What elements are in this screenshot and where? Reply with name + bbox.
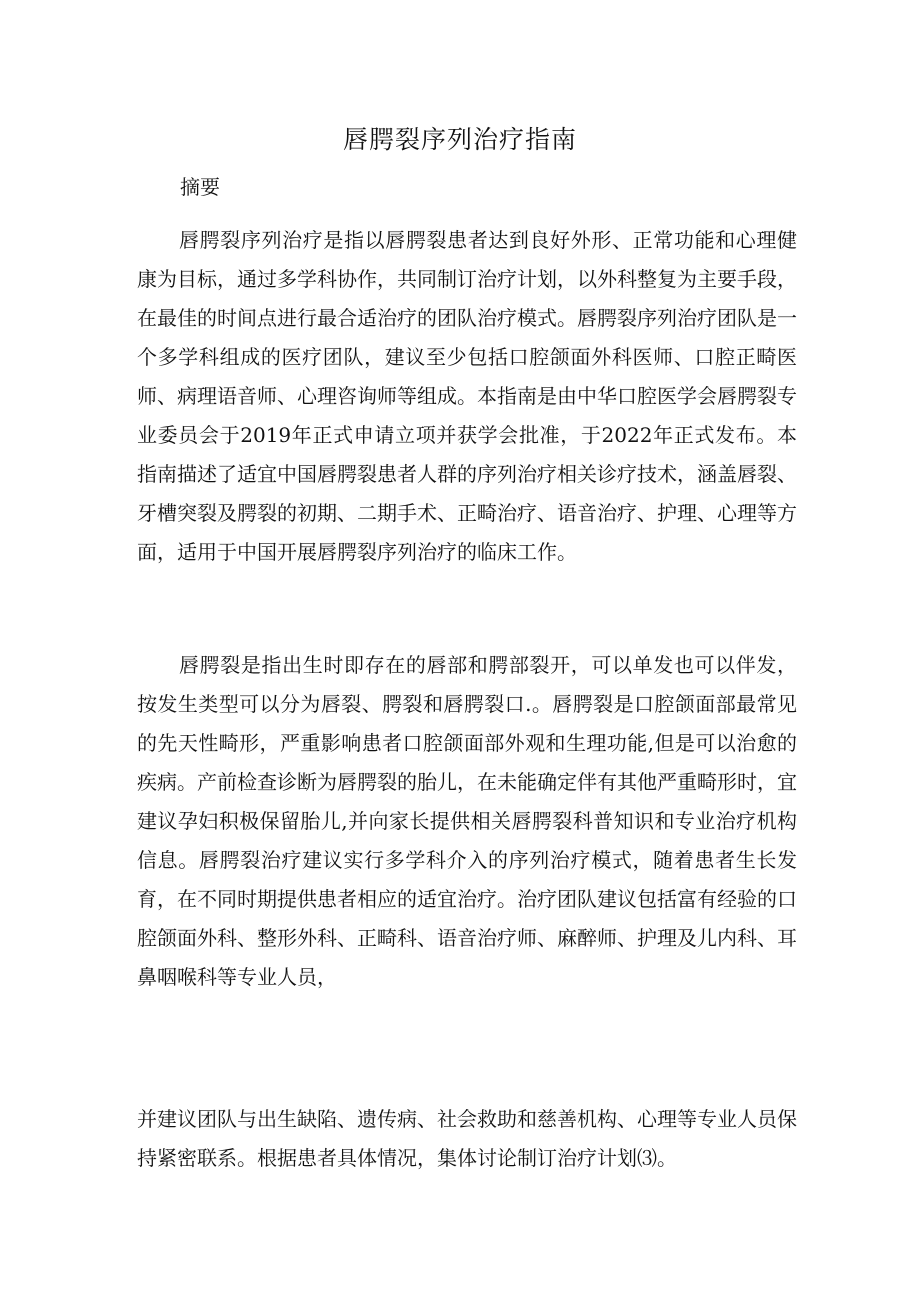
paragraph-3: 并建议团队与出生缺陷、遗传病、社会救助和慈善机构、心理等专业人员保持紧密联系。根据患者具体情况，集体讨论制订治疗计划⑶。 [137, 1107, 797, 1170]
document-title: 唇腭裂序列治疗指南 [342, 125, 577, 154]
paragraph-2: 唇腭裂是指出生时即存在的唇部和腭部裂开，可以单发也可以伴发，按发生类型可以分为唇裂、腭裂和唇腭裂口.。唇腭裂是口腔颌面部最常见的先天性畸形，严重影响患者口腔颌面部外观和生理功能,但是可以治愈的疾病。产前检查诊断为唇腭裂的胎儿，在未能确定伴有其他严重畸形时，宜建议孕妇积极保留胎儿,并向家长提供相关唇腭裂科普知识和专业治疗机构信息。唇腭裂治疗建议实行多学科介入的序列治疗模式，随着患者生长发育，在不同时期提供患者相应的适宜治疗。治疗团队建议包括富有经验的口腔颌面外科、整形外科、正畸科、语音治疗师、麻醉师、护理及儿内科、耳鼻咽喉科等专业人员， [137, 653, 797, 989]
abstract-label: 摘要 [180, 175, 220, 199]
paragraph-1: 唇腭裂序列治疗是指以唇腭裂患者达到良好外形、正常功能和心理健康为目标，通过多学科协作，共同制订治疗计划，以外科整复为主要手段，在最佳的时间点进行最合适治疗的团队治疗模式。唇腭裂序列治疗团队是一个多学科组成的医疗团队，建议至少包括口腔颌面外科医师、口腔正畸医师、病理语音师、心理咨询师等组成。本指南是由中华口腔医学会唇腭裂专业委员会于2019年正式申请立项并获学会批准，于2022年正式发布。本指南描述了适宜中国唇腭裂患者人群的序列治疗相关诊疗技术，涵盖唇裂、牙槽突裂及腭裂的初期、二期手术、正畸治疗、语音治疗、护理、心理等方面，适用于中国开展唇腭裂序列治疗的临床工作。 [137, 228, 797, 564]
